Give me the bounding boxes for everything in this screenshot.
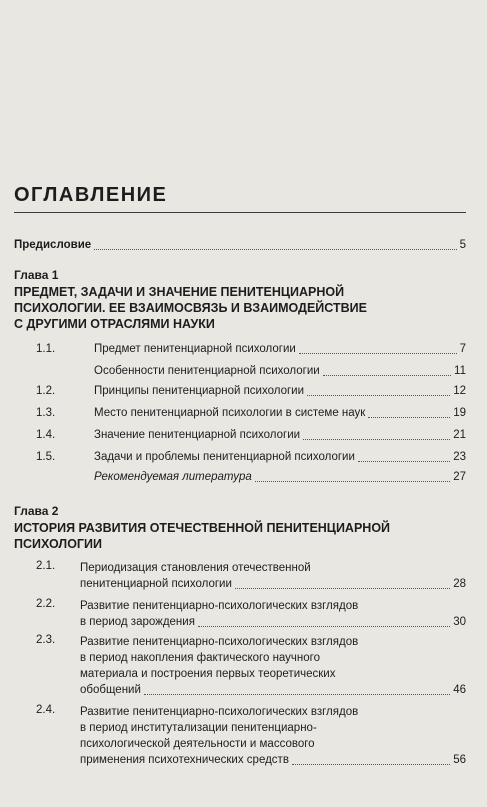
entry-label: психологической деятельности и массового (80, 738, 315, 750)
chapter-title-line: ИСТОРИЯ РАЗВИТИЯ ОТЕЧЕСТВЕННОЙ ПЕНИТЕНЦИАРНОЙ (14, 521, 391, 535)
entry-page: 5 (459, 239, 466, 251)
entry-page: 23 (453, 451, 466, 463)
entry-label: Предисловие (14, 239, 92, 251)
dot-leader (292, 764, 450, 765)
chapter-1-label: Глава 1 (14, 268, 59, 282)
entry-line (80, 704, 466, 720)
entry-label: в период институтализации пенитенциарно- (80, 722, 317, 734)
entry-label: обобщений (80, 684, 141, 696)
entry-page: 46 (453, 684, 466, 696)
entry-label: Развитие пенитенциарно-психологических взглядов (80, 706, 359, 718)
dot-leader (255, 481, 450, 482)
entry-number: 1.3. (36, 407, 56, 419)
chapter-1-title (14, 284, 454, 332)
entry-label: в период зарождения (80, 616, 195, 628)
entry-number: 1.2. (36, 385, 56, 397)
title-rule (14, 212, 466, 213)
toc-entry[interactable] (80, 704, 466, 768)
entry-label: в период накопления фактического научного (80, 652, 321, 664)
entry-label: пенитенциарной психологии (80, 578, 232, 590)
entry-line (80, 560, 466, 576)
entry-label: материала и построения первых теоретических (80, 668, 336, 680)
entry-page: 7 (459, 343, 466, 355)
entry-label: Рекомендуемая литература (94, 471, 252, 483)
entry-page: 27 (453, 471, 466, 483)
entry-label: Особенности пенитенциарной психологии (94, 365, 320, 377)
toc-entry[interactable] (80, 598, 466, 630)
chapter-title-line: ПСИХОЛОГИИ. ЕЕ ВЗАИМОСВЯЗЬ И ВЗАИМОДЕЙСТВИЕ (14, 301, 367, 315)
toc-entry[interactable] (14, 364, 466, 379)
dot-leader (94, 249, 456, 250)
entry-line (80, 666, 466, 682)
entry-label: Предмет пенитенциарной психологии (94, 343, 296, 355)
dot-leader (144, 694, 450, 695)
toc-entry[interactable] (14, 342, 466, 357)
chapter-title-line: ПСИХОЛОГИИ (14, 537, 102, 551)
entry-line (80, 576, 466, 592)
chapter-title-line: С ДРУГИМИ ОТРАСЛЯМИ НАУКИ (14, 317, 215, 331)
toc-entry[interactable] (14, 450, 466, 465)
dot-leader (323, 375, 451, 376)
entry-label: Значение пенитенциарной психологии (94, 429, 301, 441)
entry-label: Принципы пенитенциарной психологии (94, 385, 305, 397)
toc-entry-literature[interactable] (14, 470, 466, 485)
entry-line (80, 650, 466, 666)
page-title: ОГЛАВЛЕНИЕ (14, 184, 168, 206)
entry-number: 2.2. (36, 598, 56, 610)
entry-line (80, 682, 466, 698)
entry-page: 28 (453, 578, 466, 590)
entry-number: 1.4. (36, 429, 56, 441)
entry-page: 12 (453, 385, 466, 397)
toc-entry[interactable] (14, 406, 466, 421)
entry-number: 2.3. (36, 634, 56, 646)
entry-label: применения психотехнических средств (80, 754, 289, 766)
dot-leader (303, 439, 450, 440)
bleed-through-text (320, 40, 487, 52)
chapter-2-title (14, 520, 454, 552)
dot-leader (358, 461, 450, 462)
toc-entry[interactable] (80, 634, 466, 698)
dot-leader (299, 353, 457, 354)
entry-page: 30 (453, 616, 466, 628)
entry-number: 2.4. (36, 704, 56, 716)
dot-leader (307, 395, 450, 396)
toc-entry-preface[interactable] (14, 238, 466, 253)
entry-number: 2.1. (36, 560, 56, 572)
entry-label: Задачи и проблемы пенитенциарной психологии (94, 451, 355, 463)
entry-label: Развитие пенитенциарно-психологических взглядов (80, 600, 359, 612)
entry-line (80, 634, 466, 650)
entry-number: 1.5. (36, 451, 56, 463)
chapter-2-label: Глава 2 (14, 504, 59, 518)
dot-leader (368, 417, 450, 418)
toc-entry[interactable] (14, 384, 466, 399)
entry-page: 56 (453, 754, 466, 766)
entry-line (80, 736, 466, 752)
entry-line (80, 598, 466, 614)
entry-page: 21 (453, 429, 466, 441)
toc-entry[interactable] (14, 428, 466, 443)
entry-line (80, 720, 466, 736)
entry-line (80, 614, 466, 630)
entry-label: Место пенитенциарной психологии в системе наук (94, 407, 366, 419)
chapter-title-line: ПРЕДМЕТ, ЗАДАЧИ И ЗНАЧЕНИЕ ПЕНИТЕНЦИАРНОЙ (14, 285, 345, 299)
dot-leader (198, 626, 450, 627)
entry-label: Периодизация становления отечественной (80, 562, 311, 574)
entry-number: 1.1. (36, 343, 56, 355)
entry-label: Развитие пенитенциарно-психологических взглядов (80, 636, 359, 648)
dot-leader (235, 588, 450, 589)
toc-entry[interactable] (80, 560, 466, 592)
entry-page: 19 (453, 407, 466, 419)
entry-line (80, 752, 466, 768)
entry-page: 11 (454, 365, 466, 377)
